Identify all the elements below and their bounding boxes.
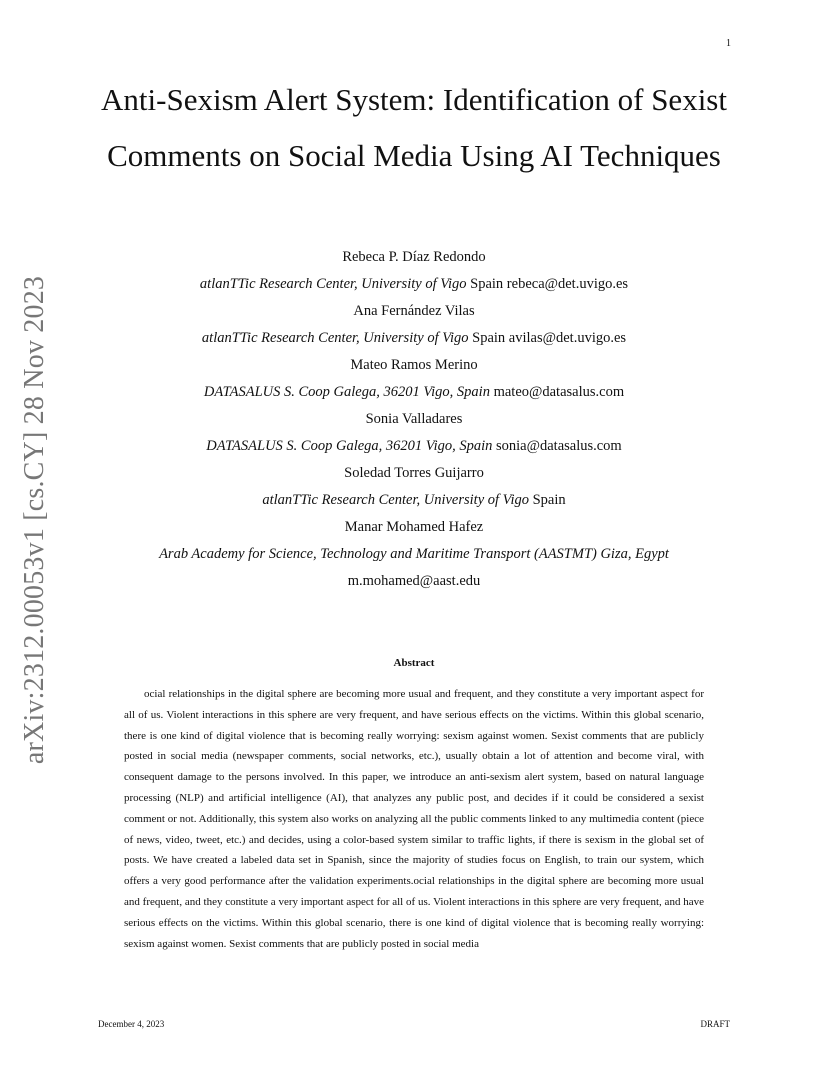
author-name: Mateo Ramos Merino [350,357,478,373]
author-affiliation [100,379,728,406]
arxiv-side-identifier [19,275,51,765]
affiliation-institution: Arab Academy for Science, Technology and Maritime Transport (AASTMT) Giza, Egypt [159,546,669,562]
author-name: Soledad Torres Guijarro [344,465,484,481]
affiliation-contact: Spain avilas@det.uvigo.es [468,330,627,346]
author-affiliation [100,487,728,514]
affiliation-contact: mateo@datasalus.com [489,384,625,400]
affiliation-institution: atlanTTic Research Center, University of Vigo [199,276,467,292]
author-name: Rebeca P. Díaz Redondo [342,249,486,265]
footer-date: December 4, 2023 [98,1019,165,1029]
affiliation-institution: atlanTTic Research Center, University of Vigo [262,492,529,508]
author-name: Manar Mohamed Hafez [344,519,484,535]
affiliation-contact: Spain [528,492,566,508]
footer-draft-label: DRAFT [700,1019,730,1029]
author-block [100,244,728,595]
author-affiliation [100,433,728,460]
author-affiliation [100,541,728,568]
affiliation-contact: sonia@datasalus.com [492,438,622,454]
affiliation-institution: atlanTTic Research Center, University of Vigo [201,330,469,346]
affiliation-institution: DATASALUS S. Coop Galega, 36201 Vigo, Spain [206,438,493,454]
abstract-heading: Abstract [393,657,435,669]
affiliation-contact: Spain rebeca@det.uvigo.es [466,276,629,292]
page-number: 1 [726,38,731,49]
author-affiliation [100,325,728,352]
abstract-text: ocial relationships in the digital sphere are becoming more usual and frequent, and they constitute a very important aspect for all of us. Violent interactions in this sphere are very frequent, and have serious effects on the victims. Within this global scenario, there is one kind of digital violence that is becoming really worrying: sexism against women. Sexist comments that are publicly posted in social media (newspaper comments, social networks, etc.), usually obtain a lot of attention and become viral, with consequent damage to the persons involved. In this paper, we introduce an anti-sexism alert system, based on natural language processing (NLP) and artificial intelligence (AI), that analyzes any public post, and decides if it could be considered a sexist comment or not. Additionally, this system also works on analyzing all the public comments linked to any multimedia content (piece of news, video, tweet, etc.) and decides, using a color-based system similar to traffic lights, if there is sexism in the global set of posts. We have created a labeled data set in Spanish, since the majority of studies focus on English, to train our system, which offers a very good performance after the validation experiments.ocial relationships in the digital sphere are becoming more usual and frequent, and they constitute a very important aspect for all of us. Violent interactions in this sphere are very frequent, and have serious effects on the victims. Within this global scenario, there is one kind of digital violence that is becoming really worrying: sexism against women. Sexist comments that are publicly posted in social media [124,688,704,950]
affiliation-institution: DATASALUS S. Coop Galega, 36201 Vigo, Spain [203,384,490,400]
author-email: m.mohamed@aast.edu [347,573,481,589]
author-name: Sonia Valladares [365,411,463,427]
author-name: Ana Fernández Vilas [353,303,475,319]
arxiv-identifier-text: arXiv:2312.00053v1 [cs.CY] 28 Nov 2023 [19,275,51,765]
paper-title: Anti-Sexism Alert System: Identification of Sexist Comments on Social Media Using AI Techniques [101,82,727,173]
author-affiliation [100,271,728,298]
